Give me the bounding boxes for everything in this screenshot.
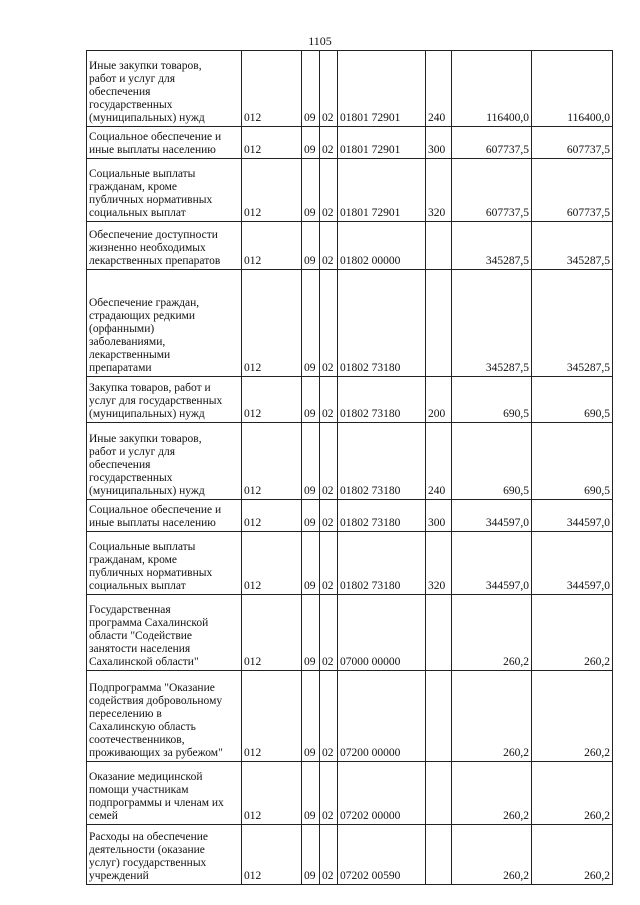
amount-cell-2: 345287,5 <box>532 222 613 270</box>
article-cell: 07000 00000 <box>338 595 426 671</box>
section-cell: 09 <box>302 270 320 377</box>
amount-cell-2: 116400,0 <box>532 51 613 127</box>
row-name-line: Закупка товаров, работ и <box>89 382 211 394</box>
row-name-cell <box>87 51 242 127</box>
row-name-line: содействия добровольному <box>89 695 223 707</box>
row-name-line: программа Сахалинской <box>89 617 209 629</box>
expense-type-cell <box>426 825 452 885</box>
row-name-line: Социальные выплаты <box>89 541 196 553</box>
article-cell: 01801 72901 <box>338 51 426 127</box>
article-cell: 01802 73180 <box>338 500 426 532</box>
amount-cell-1: 116400,0 <box>452 51 532 127</box>
row-name-cell <box>87 500 242 532</box>
expense-type-cell: 200 <box>426 377 452 423</box>
subsection-cell: 02 <box>320 671 338 762</box>
expense-type-cell <box>426 671 452 762</box>
row-name-line: Подпрограмма "Оказание <box>89 682 215 694</box>
row-name-line: гражданам, кроме <box>89 554 178 566</box>
ministry-code-cell: 012 <box>242 377 302 423</box>
section-cell: 09 <box>302 500 320 532</box>
section-cell: 09 <box>302 159 320 222</box>
amount-cell-1: 260,2 <box>452 825 532 885</box>
table-row <box>87 51 613 127</box>
amount-cell-1: 344597,0 <box>452 532 532 595</box>
row-name-line: публичных нормативных <box>89 194 213 206</box>
amount-cell-1: 690,5 <box>452 423 532 500</box>
table-row <box>87 595 613 671</box>
amount-cell-2: 344597,0 <box>532 532 613 595</box>
section-cell: 09 <box>302 127 320 159</box>
table-row <box>87 532 613 595</box>
table-row <box>87 500 613 532</box>
table-row <box>87 270 613 377</box>
expense-type-cell: 240 <box>426 51 452 127</box>
row-name-line: страдающих редкими <box>89 310 196 322</box>
table-body <box>87 51 613 885</box>
article-cell: 01802 73180 <box>338 270 426 377</box>
article-cell: 07202 00590 <box>338 825 426 885</box>
row-name-line: соотечественников, <box>89 734 185 746</box>
row-name-line: иные выплаты населению <box>89 517 216 529</box>
section-cell: 09 <box>302 671 320 762</box>
article-cell: 07200 00000 <box>338 671 426 762</box>
row-name-line: препаратами <box>89 362 152 374</box>
expense-type-cell: 240 <box>426 423 452 500</box>
row-name-line: деятельности (оказание <box>89 844 205 856</box>
subsection-cell: 02 <box>320 270 338 377</box>
row-name-line: Сахалинскую область <box>89 721 196 733</box>
row-name-line: услуг для государственных <box>89 395 223 407</box>
ministry-code-cell: 012 <box>242 127 302 159</box>
ministry-code-cell: 012 <box>242 532 302 595</box>
row-name-line: лекарственными <box>89 349 171 361</box>
row-name-line: Социальное обеспечение и <box>89 131 222 143</box>
row-name-line: Социальные выплаты <box>89 168 196 180</box>
row-name-line: (муниципальных) нужд <box>89 408 205 420</box>
expense-type-cell: 300 <box>426 127 452 159</box>
row-name-line: проживающих за рубежом" <box>89 747 223 759</box>
article-cell: 01802 73180 <box>338 423 426 500</box>
row-name-cell <box>87 270 242 377</box>
row-name-line: публичных нормативных <box>89 567 213 579</box>
subsection-cell: 02 <box>320 377 338 423</box>
expense-type-cell: 300 <box>426 500 452 532</box>
article-cell: 01802 73180 <box>338 532 426 595</box>
amount-cell-1: 345287,5 <box>452 222 532 270</box>
row-name-cell <box>87 671 242 762</box>
amount-cell-1: 607737,5 <box>452 159 532 222</box>
section-cell: 09 <box>302 532 320 595</box>
expense-type-cell <box>426 762 452 825</box>
row-name-line: Обеспечение доступности <box>89 229 218 241</box>
row-name-line: области "Содействие <box>89 630 193 642</box>
table-row <box>87 671 613 762</box>
amount-cell-1: 260,2 <box>452 595 532 671</box>
section-cell: 09 <box>302 222 320 270</box>
row-name-line: Сахалинской области" <box>89 656 199 668</box>
row-name-cell <box>87 762 242 825</box>
article-cell: 01801 72901 <box>338 127 426 159</box>
ministry-code-cell: 012 <box>242 762 302 825</box>
subsection-cell: 02 <box>320 825 338 885</box>
row-name-line: (муниципальных) нужд <box>89 112 205 124</box>
subsection-cell: 02 <box>320 500 338 532</box>
section-cell: 09 <box>302 51 320 127</box>
section-cell: 09 <box>302 423 320 500</box>
subsection-cell: 02 <box>320 595 338 671</box>
row-name-line: иные выплаты населению <box>89 144 216 156</box>
row-name-line: социальных выплат <box>89 207 186 219</box>
amount-cell-2: 345287,5 <box>532 270 613 377</box>
row-name-cell <box>87 532 242 595</box>
page-number: 1105 <box>308 34 332 48</box>
row-name-line: лекарственных препаратов <box>89 255 221 267</box>
ministry-code-cell: 012 <box>242 595 302 671</box>
row-name-line: Обеспечение граждан, <box>89 297 200 309</box>
ministry-code-cell: 012 <box>242 825 302 885</box>
ministry-code-cell: 012 <box>242 159 302 222</box>
table-row <box>87 127 613 159</box>
subsection-cell: 02 <box>320 532 338 595</box>
section-cell: 09 <box>302 595 320 671</box>
subsection-cell: 02 <box>320 222 338 270</box>
ministry-code-cell: 012 <box>242 423 302 500</box>
ministry-code-cell: 012 <box>242 222 302 270</box>
ministry-code-cell: 012 <box>242 671 302 762</box>
amount-cell-1: 690,5 <box>452 377 532 423</box>
row-name-line: социальных выплат <box>89 580 186 592</box>
expense-type-cell <box>426 270 452 377</box>
row-name-line: переселению в <box>89 708 162 720</box>
subsection-cell: 02 <box>320 159 338 222</box>
table-row <box>87 762 613 825</box>
subsection-cell: 02 <box>320 127 338 159</box>
table-row <box>87 825 613 885</box>
table-row <box>87 377 613 423</box>
amount-cell-2: 260,2 <box>532 671 613 762</box>
row-name-line: жизненно необходимых <box>89 242 206 254</box>
amount-cell-2: 690,5 <box>532 377 613 423</box>
section-cell: 09 <box>302 377 320 423</box>
amount-cell-2: 260,2 <box>532 595 613 671</box>
table-row <box>87 423 613 500</box>
amount-cell-1: 260,2 <box>452 671 532 762</box>
amount-cell-2: 344597,0 <box>532 500 613 532</box>
row-name-line: занятости населения <box>89 643 191 655</box>
article-cell: 07202 00000 <box>338 762 426 825</box>
section-cell: 09 <box>302 762 320 825</box>
row-name-line: помощи участникам <box>89 784 189 796</box>
row-name-line: государственных <box>89 472 173 484</box>
row-name-line: заболеваниями, <box>89 336 166 348</box>
row-name-line: (орфанными) <box>89 323 155 335</box>
amount-cell-1: 344597,0 <box>452 500 532 532</box>
subsection-cell: 02 <box>320 762 338 825</box>
amount-cell-2: 690,5 <box>532 423 613 500</box>
amount-cell-2: 260,2 <box>532 762 613 825</box>
row-name-line: (муниципальных) нужд <box>89 485 205 497</box>
amount-cell-1: 607737,5 <box>452 127 532 159</box>
row-name-cell <box>87 127 242 159</box>
article-cell: 01801 72901 <box>338 159 426 222</box>
row-name-line: государственных <box>89 99 173 111</box>
ministry-code-cell: 012 <box>242 500 302 532</box>
expense-type-cell <box>426 595 452 671</box>
subsection-cell: 02 <box>320 423 338 500</box>
row-name-line: Расходы на обеспечение <box>89 831 208 843</box>
row-name-line: учреждений <box>89 870 149 882</box>
ministry-code-cell: 012 <box>242 270 302 377</box>
row-name-line: работ и услуг для <box>89 446 176 458</box>
row-name-line: Социальное обеспечение и <box>89 504 222 516</box>
row-name-line: Государственная <box>89 604 171 616</box>
table-row <box>87 222 613 270</box>
ministry-code-cell: 012 <box>242 51 302 127</box>
amount-cell-1: 260,2 <box>452 762 532 825</box>
row-name-line: Иные закупки товаров, <box>89 60 202 72</box>
row-name-line: обеспечения <box>89 459 151 471</box>
row-name-line: Оказание медицинской <box>89 771 203 783</box>
row-name-cell <box>87 825 242 885</box>
row-name-line: семей <box>89 810 118 822</box>
row-name-cell <box>87 159 242 222</box>
expense-type-cell <box>426 222 452 270</box>
table-row <box>87 159 613 222</box>
article-cell: 01802 73180 <box>338 377 426 423</box>
row-name-line: работ и услуг для <box>89 73 176 85</box>
row-name-line: гражданам, кроме <box>89 181 178 193</box>
article-cell: 01802 00000 <box>338 222 426 270</box>
amount-cell-1: 345287,5 <box>452 270 532 377</box>
section-cell: 09 <box>302 825 320 885</box>
row-name-cell <box>87 377 242 423</box>
row-name-line: подпрограммы и членам их <box>89 797 224 809</box>
row-name-line: услуг) государственных <box>89 857 207 869</box>
expense-type-cell: 320 <box>426 159 452 222</box>
amount-cell-2: 260,2 <box>532 825 613 885</box>
row-name-line: Иные закупки товаров, <box>89 433 202 445</box>
subsection-cell: 02 <box>320 51 338 127</box>
row-name-cell <box>87 423 242 500</box>
budget-table <box>86 50 613 885</box>
amount-cell-2: 607737,5 <box>532 127 613 159</box>
row-name-line: обеспечения <box>89 86 151 98</box>
amount-cell-2: 607737,5 <box>532 159 613 222</box>
row-name-cell <box>87 595 242 671</box>
expense-type-cell: 320 <box>426 532 452 595</box>
row-name-cell <box>87 222 242 270</box>
